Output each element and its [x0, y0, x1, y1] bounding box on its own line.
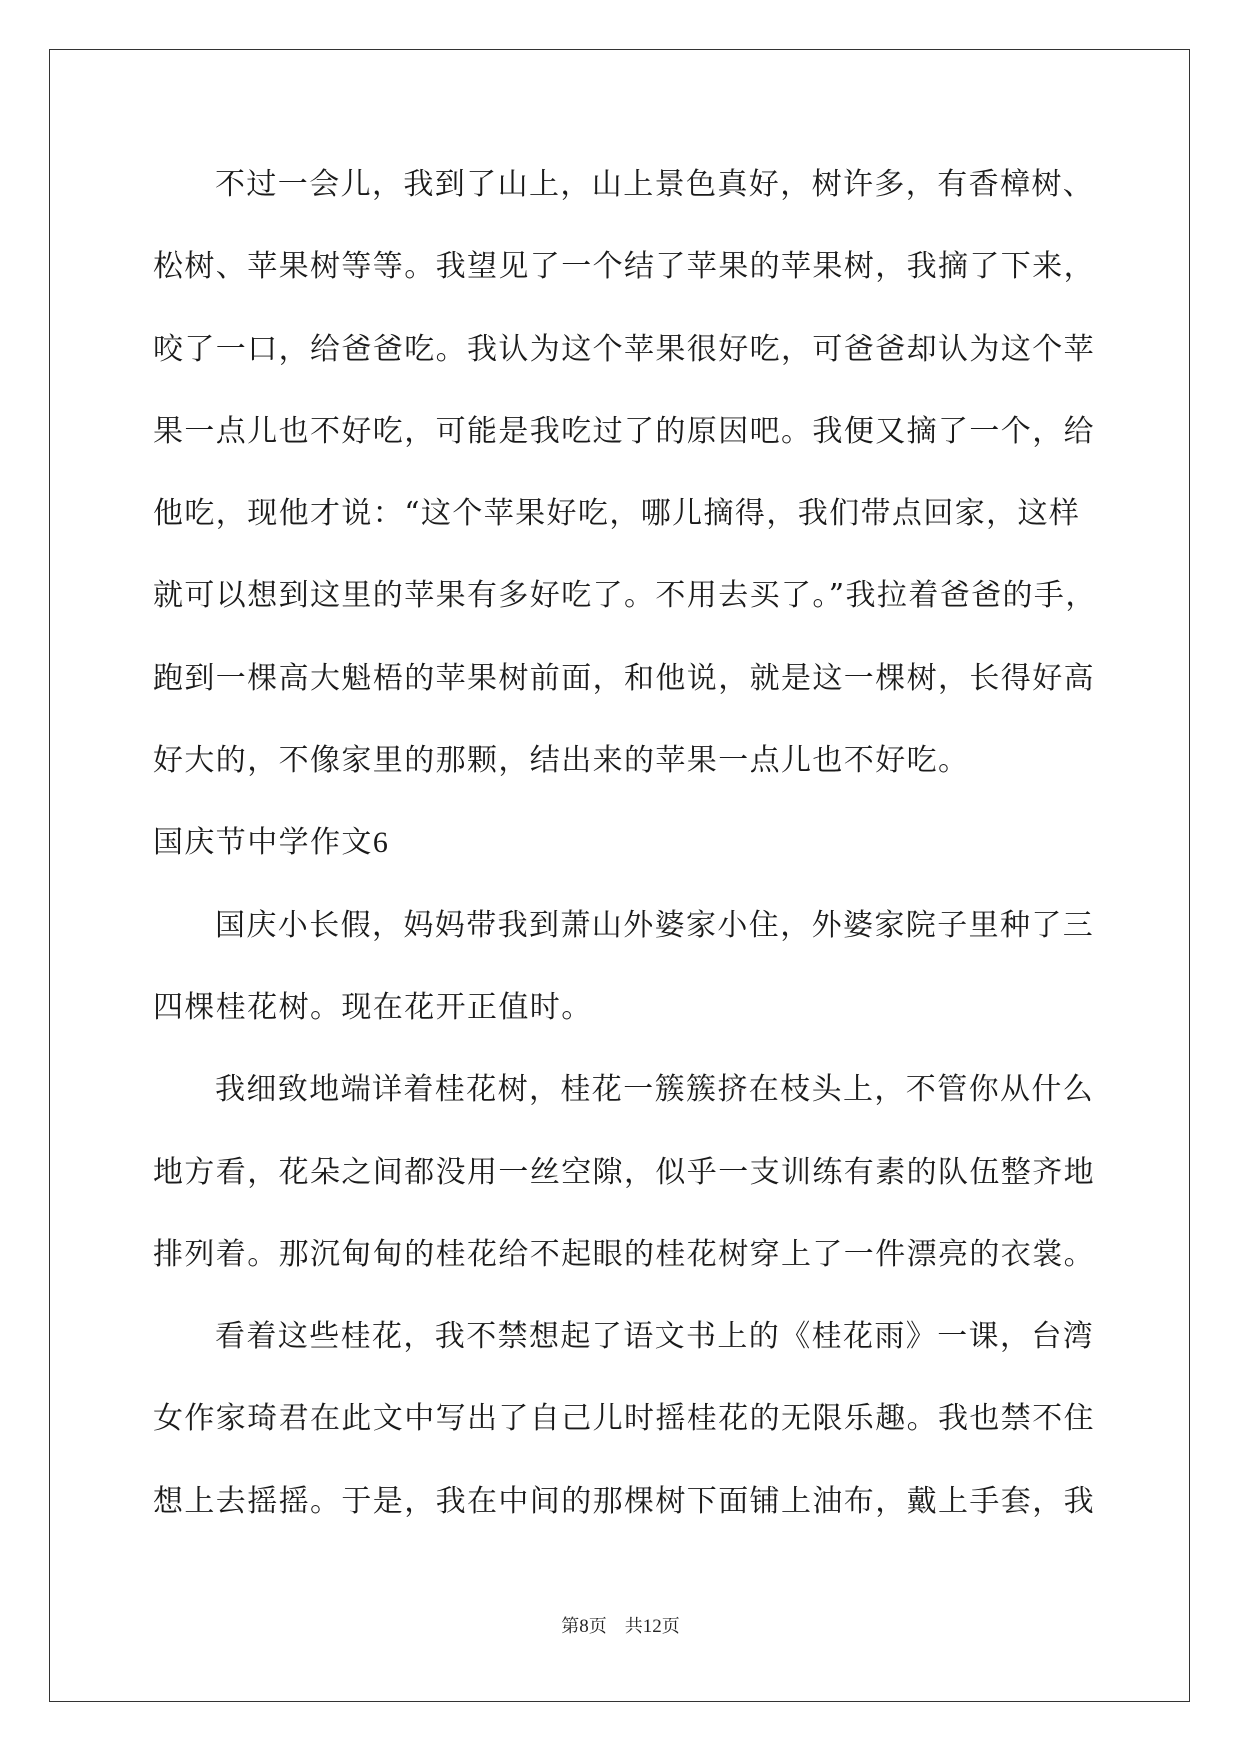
paragraph-line: 想上去摇摇。于是，我在中间的那棵树下面铺上油布，戴上手套，我 [153, 1483, 1095, 1519]
paragraph-line: 国庆小长假，妈妈带我到萧山外婆家小住，外婆家院子里种了三 [215, 907, 1095, 943]
paragraph-line: 跑到一棵高大魁梧的苹果树前面，和他说，就是这一棵树，长得好高 [153, 660, 1095, 696]
paragraph-line: 地方看，花朵之间都没用一丝空隙，似乎一支训练有素的队伍整齐地 [153, 1154, 1095, 1190]
total-label-suffix: 页 [661, 1616, 680, 1637]
paragraph-line: 咬了一口，给爸爸吃。我认为这个苹果很好吃，可爸爸却认为这个苹 [153, 331, 1095, 367]
page-footer [0, 1612, 1241, 1638]
paragraph-line: 我细致地端详着桂花树，桂花一簇簇挤在枝头上，不管你从什么 [215, 1072, 1095, 1108]
paragraph-line: 不过一会儿，我到了山上，山上景色真好，树许多，有香樟树、 [215, 167, 1095, 202]
section-heading [153, 818, 1093, 900]
document-body [153, 160, 1097, 1559]
paragraph-line: 松树、苹果树等等。我望见了一个结了苹果的苹果树，我摘了下来， [153, 249, 1095, 285]
total-label-prefix: 共 [624, 1616, 643, 1637]
paragraph-line: 四棵桂花树。现在花开正值时。 [153, 989, 593, 1025]
paragraph-line: 好大的，不像家里的那颗，结出来的苹果一点儿也不好吃。 [153, 743, 970, 779]
paragraph-line: 他吃，现他才说：“这个苹果好吃，哪儿摘得，我们带点回家，这样 [153, 496, 1081, 532]
page-label-suffix: 页 [588, 1616, 607, 1637]
paragraph-line: 就可以想到这里的苹果有多好吃了。不用去买了。”我拉着爸爸的手， [153, 578, 1097, 614]
section-heading-text: 国庆节中学作文 [153, 825, 373, 861]
total-pages: 12 [642, 1616, 662, 1637]
paragraph-line: 看着这些桂花，我不禁想起了语文书上的《桂花雨》一课，台湾 [215, 1319, 1095, 1355]
paragraph-line: 果一点儿也不好吃，可能是我吃过了的原因吧。我便又摘了一个，给 [153, 413, 1095, 449]
paragraph-line: 女作家琦君在此文中写出了自己儿时摇桂花的无限乐趣。我也禁不住 [153, 1401, 1095, 1437]
page-label-prefix: 第 [561, 1616, 580, 1637]
paragraph-line: 排列着。那沉甸甸的桂花给不起眼的桂花树穿上了一件漂亮的衣裳。 [153, 1236, 1095, 1272]
page-number: 8 [579, 1616, 589, 1637]
section-heading-number: 6 [372, 826, 390, 860]
